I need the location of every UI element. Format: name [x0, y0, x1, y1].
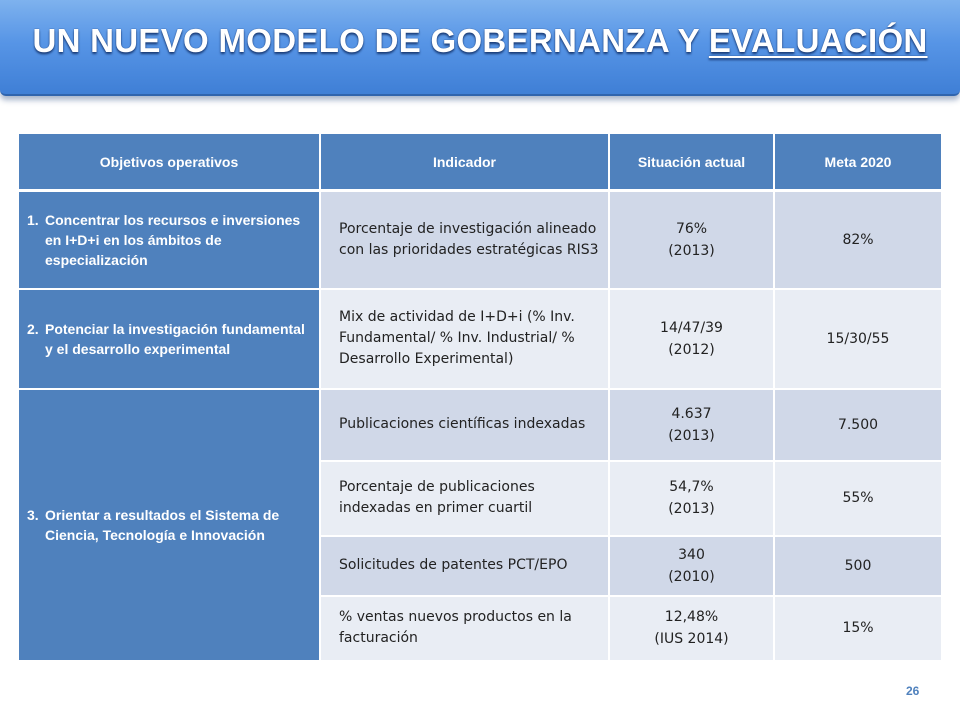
header-objectives: Objetivos operativos: [19, 134, 320, 191]
current-situation-cell: [609, 389, 774, 461]
page-number: 26: [906, 684, 920, 698]
indicator-cell: Solicitudes de patentes PCT/EPO: [320, 536, 609, 596]
title-banner: [0, 0, 960, 96]
objective-cell: [19, 191, 320, 289]
indicator-cell: Publicaciones científicas indexadas: [320, 389, 609, 461]
target-cell: 82%: [774, 191, 941, 289]
indicator-cell: Porcentaje de investigación alineado con las prioridades estratégicas RIS3: [320, 191, 609, 289]
objective-text: Potenciar la investigación fundamental y el desarrollo experimental: [45, 320, 305, 357]
current-situation-cell: [609, 536, 774, 596]
current-year: (IUS 2014): [654, 631, 729, 647]
header-indicator: Indicador: [320, 134, 609, 191]
current-year: (2013): [668, 501, 715, 517]
header-target-2020: Meta 2020: [774, 134, 941, 191]
current-value: 4.637: [671, 405, 712, 422]
current-year: (2012): [668, 341, 715, 358]
target-cell: 7.500: [774, 389, 941, 461]
objective-cell: [19, 289, 320, 389]
current-situation-cell: [609, 461, 774, 536]
objective-text: Concentrar los recursos e inversiones en I+D+i en los ámbitos de especialización: [45, 211, 301, 268]
current-situation-cell: [609, 191, 774, 289]
current-situation-cell: [609, 596, 774, 660]
table-row: [19, 289, 941, 389]
current-value: 14/47/39: [660, 319, 723, 336]
current-year: (2013): [668, 427, 715, 444]
indicator-cell: Mix de actividad de I+D+i (% Inv. Fundamental/ % Inv. Industrial/ % Desarrollo Experimental): [320, 289, 609, 389]
header-current-situation: Situación actual: [609, 134, 774, 191]
current-value: 12,48%: [664, 609, 719, 625]
current-year: (2013): [668, 242, 715, 259]
target-cell: 500: [774, 536, 941, 596]
objective-number: 1.: [27, 211, 39, 228]
slide-title-main: UN NUEVO MODELO DE GOBERNANZA Y: [32, 22, 709, 59]
slide-title-underlined: EVALUACIÓN: [708, 22, 928, 59]
table-row: [19, 389, 941, 461]
objective-number: 2.: [27, 320, 39, 337]
indicator-cell: % ventas nuevos productos en la facturación: [320, 596, 609, 660]
objective-cell: [19, 389, 320, 660]
current-year: (2010): [668, 568, 715, 585]
current-value: 340: [678, 546, 705, 563]
target-cell: 55%: [774, 461, 941, 536]
governance-table: [19, 134, 941, 660]
objective-number: 3.: [27, 506, 39, 523]
indicator-cell: Porcentaje de publicaciones indexadas en primer cuartil: [320, 461, 609, 536]
table-header-row: [19, 134, 941, 191]
target-cell: 15/30/55: [774, 289, 941, 389]
target-cell: 15%: [774, 596, 941, 660]
current-situation-cell: [609, 289, 774, 389]
current-value: 54,7%: [669, 479, 714, 495]
slide-title: [0, 22, 960, 60]
table-row: [19, 191, 941, 289]
current-value: 76%: [675, 220, 708, 237]
objective-text: Orientar a resultados el Sistema de Ciencia, Tecnología e Innovación: [45, 506, 280, 543]
